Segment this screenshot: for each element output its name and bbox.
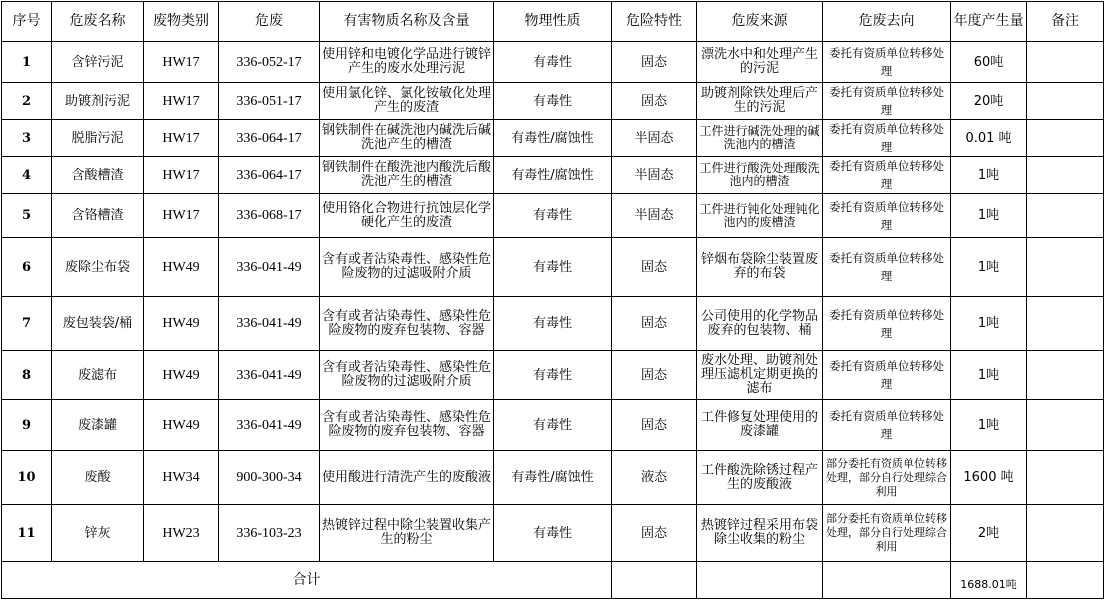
cell-physical: 有毒性 — [494, 42, 612, 83]
header-composition: 有害物质名称及含量 — [320, 2, 494, 42]
cell-composition: 钢铁制件在碱洗池内碱洗后碱洗池产生的槽渣 — [320, 120, 494, 157]
cell-remark — [1027, 238, 1104, 297]
cell-remark — [1027, 83, 1104, 120]
cell-destination: 委托有资质单位转移处理 — [823, 120, 951, 157]
table-row — [2, 297, 1104, 351]
cell-name: 助镀剂污泥 — [52, 83, 144, 120]
table-row — [2, 194, 1104, 238]
cell-remark — [1027, 400, 1104, 451]
cell-physical: 有毒性 — [494, 194, 612, 238]
cell-category: HW34 — [144, 451, 219, 505]
cell-hazard: 半固态 — [612, 157, 697, 194]
table-row — [2, 120, 1104, 157]
cell-composition: 使用氯化锌、氯化铵敏化处理产生的废渣 — [320, 83, 494, 120]
cell-source: 工件酸洗除锈过程产生的废酸液 — [697, 451, 823, 505]
cell-source: 助镀剂除铁处理后产生的污泥 — [697, 83, 823, 120]
cell-no: 6 — [2, 238, 52, 297]
cell-name: 废包装袋/桶 — [52, 297, 144, 351]
cell-source: 公司使用的化学物品废弃的包装物、桶 — [697, 297, 823, 351]
cell-name: 脱脂污泥 — [52, 120, 144, 157]
header-destination: 危废去向 — [823, 2, 951, 42]
cell-hazard: 固态 — [612, 83, 697, 120]
cell-code: 336-103-23 — [219, 505, 320, 562]
cell-category: HW49 — [144, 351, 219, 400]
cell-composition: 含有或者沾染毒性、感染性危险废物的废弃包装物、容器 — [320, 297, 494, 351]
cell-remark — [1027, 505, 1104, 562]
cell-destination: 委托有资质单位转移处理 — [823, 297, 951, 351]
cell-code: 336-041-49 — [219, 297, 320, 351]
cell-annual: 1吨 — [951, 157, 1027, 194]
cell-source: 锌烟布袋除尘装置废弃的布袋 — [697, 238, 823, 297]
header-source: 危废来源 — [697, 2, 823, 42]
cell-no: 7 — [2, 297, 52, 351]
cell-source: 废水处理、助镀剂处理压滤机定期更换的滤布 — [697, 351, 823, 400]
cell-annual: 1吨 — [951, 351, 1027, 400]
cell-destination: 部分委托有资质单位转移处理，部分自行处理综合利用 — [823, 451, 951, 505]
cell-category: HW17 — [144, 194, 219, 238]
header-no: 序号 — [2, 2, 52, 42]
hazardous-waste-table — [1, 1, 1104, 599]
cell-hazard: 固态 — [612, 238, 697, 297]
cell-remark — [1027, 157, 1104, 194]
cell-no: 3 — [2, 120, 52, 157]
cell-remark — [1027, 120, 1104, 157]
header-hazard: 危险特性 — [612, 2, 697, 42]
cell-code: 900-300-34 — [219, 451, 320, 505]
cell-physical: 有毒性 — [494, 400, 612, 451]
cell-physical: 有毒性 — [494, 351, 612, 400]
cell-category: HW17 — [144, 42, 219, 83]
cell-category: HW17 — [144, 157, 219, 194]
cell-source: 工件进行酸洗处理酸洗池内的槽渣 — [697, 157, 823, 194]
cell-annual: 1吨 — [951, 194, 1027, 238]
cell-source: 工件进行碱洗处理的碱洗池内的槽渣 — [697, 120, 823, 157]
cell-physical: 有毒性 — [494, 83, 612, 120]
cell-destination: 委托有资质单位转移处理 — [823, 351, 951, 400]
cell-name: 废滤布 — [52, 351, 144, 400]
cell-hazard: 固态 — [612, 400, 697, 451]
cell-annual: 1吨 — [951, 297, 1027, 351]
cell-physical: 有毒性 — [494, 238, 612, 297]
cell-annual: 1600 吨 — [951, 451, 1027, 505]
table-row — [2, 157, 1104, 194]
cell-annual: 1吨 — [951, 238, 1027, 297]
cell-hazard: 固态 — [612, 297, 697, 351]
cell-name: 废除尘布袋 — [52, 238, 144, 297]
cell-category: HW17 — [144, 83, 219, 120]
cell-hazard: 液态 — [612, 451, 697, 505]
total-label: 合计 — [2, 562, 612, 599]
table-row — [2, 238, 1104, 297]
cell-annual: 20吨 — [951, 83, 1027, 120]
cell-annual: 0.01 吨 — [951, 120, 1027, 157]
cell-category: HW49 — [144, 400, 219, 451]
cell-destination: 委托有资质单位转移处理 — [823, 238, 951, 297]
cell-name: 废酸 — [52, 451, 144, 505]
cell-destination: 委托有资质单位转移处理 — [823, 83, 951, 120]
header-code: 危废 — [219, 2, 320, 42]
cell-composition: 含有或者沾染毒性、感染性危险废物的过滤吸附介质 — [320, 351, 494, 400]
total-row — [2, 562, 1104, 599]
table-row — [2, 400, 1104, 451]
cell-destination: 部分委托有资质单位转移处理，部分自行处理综合利用 — [823, 505, 951, 562]
cell-no: 11 — [2, 505, 52, 562]
cell-physical: 有毒性 — [494, 505, 612, 562]
cell-composition: 使用酸进行清洗产生的废酸液 — [320, 451, 494, 505]
cell-category: HW17 — [144, 120, 219, 157]
cell-no: 5 — [2, 194, 52, 238]
cell-remark — [1027, 451, 1104, 505]
cell-no: 2 — [2, 83, 52, 120]
cell-no: 8 — [2, 351, 52, 400]
cell-composition: 含有或者沾染毒性、感染性危险废物的废弃包装物、容器 — [320, 400, 494, 451]
cell-source: 工件修复处理使用的废漆罐 — [697, 400, 823, 451]
cell-name: 锌灰 — [52, 505, 144, 562]
cell-code: 336-041-49 — [219, 238, 320, 297]
cell-composition: 使用铬化合物进行抗蚀层化学硬化产生的废渣 — [320, 194, 494, 238]
cell-code: 336-064-17 — [219, 120, 320, 157]
cell-code: 336-051-17 — [219, 83, 320, 120]
cell-source: 热镀锌过程采用布袋除尘收集的粉尘 — [697, 505, 823, 562]
cell-source: 漂洗水中和处理产生的污泥 — [697, 42, 823, 83]
cell-remark — [1027, 297, 1104, 351]
cell-destination: 委托有资质单位转移处理 — [823, 400, 951, 451]
cell-code: 336-052-17 — [219, 42, 320, 83]
header-row — [2, 2, 1104, 42]
cell-annual: 60吨 — [951, 42, 1027, 83]
cell-code: 336-041-49 — [219, 351, 320, 400]
cell-physical: 有毒性/腐蚀性 — [494, 451, 612, 505]
total-empty-cell — [697, 562, 823, 599]
header-category: 废物类别 — [144, 2, 219, 42]
cell-destination: 委托有资质单位转移处理 — [823, 42, 951, 83]
cell-source: 工件进行钝化处理钝化池内的废槽渣 — [697, 194, 823, 238]
total-empty-cell — [612, 562, 697, 599]
total-amount: 1688.01吨 — [951, 562, 1027, 599]
cell-remark — [1027, 194, 1104, 238]
cell-physical: 有毒性 — [494, 297, 612, 351]
cell-composition: 含有或者沾染毒性、感染性危险废物的过滤吸附介质 — [320, 238, 494, 297]
total-empty-cell — [823, 562, 951, 599]
cell-category: HW49 — [144, 297, 219, 351]
cell-physical: 有毒性/腐蚀性 — [494, 120, 612, 157]
table-row — [2, 451, 1104, 505]
header-remark: 备注 — [1027, 2, 1104, 42]
cell-category: HW49 — [144, 238, 219, 297]
cell-remark — [1027, 351, 1104, 400]
cell-hazard: 固态 — [612, 505, 697, 562]
cell-no: 9 — [2, 400, 52, 451]
cell-code: 336-068-17 — [219, 194, 320, 238]
cell-no: 1 — [2, 42, 52, 83]
cell-composition: 使用锌和电镀化学品进行镀锌产生的废水处理污泥 — [320, 42, 494, 83]
table-row — [2, 83, 1104, 120]
table-row — [2, 42, 1104, 83]
cell-name: 含锌污泥 — [52, 42, 144, 83]
cell-code: 336-041-49 — [219, 400, 320, 451]
table-row — [2, 505, 1104, 562]
cell-destination: 委托有资质单位转移处理 — [823, 157, 951, 194]
cell-remark — [1027, 42, 1104, 83]
header-name: 危废名称 — [52, 2, 144, 42]
cell-destination: 委托有资质单位转移处理 — [823, 194, 951, 238]
cell-physical: 有毒性/腐蚀性 — [494, 157, 612, 194]
header-annual: 年度产生量 — [951, 2, 1027, 42]
total-empty-cell — [1027, 562, 1104, 599]
cell-hazard: 半固态 — [612, 120, 697, 157]
cell-category: HW23 — [144, 505, 219, 562]
cell-no: 4 — [2, 157, 52, 194]
cell-hazard: 固态 — [612, 42, 697, 83]
cell-annual: 2吨 — [951, 505, 1027, 562]
cell-hazard: 固态 — [612, 351, 697, 400]
cell-no: 10 — [2, 451, 52, 505]
cell-composition: 钢铁制件在酸洗池内酸洗后酸洗池产生的槽渣 — [320, 157, 494, 194]
cell-name: 含铬槽渣 — [52, 194, 144, 238]
cell-annual: 1吨 — [951, 400, 1027, 451]
cell-code: 336-064-17 — [219, 157, 320, 194]
cell-hazard: 半固态 — [612, 194, 697, 238]
cell-name: 废漆罐 — [52, 400, 144, 451]
cell-name: 含酸槽渣 — [52, 157, 144, 194]
cell-composition: 热镀锌过程中除尘装置收集产生的粉尘 — [320, 505, 494, 562]
header-physical: 物理性质 — [494, 2, 612, 42]
table-row — [2, 351, 1104, 400]
